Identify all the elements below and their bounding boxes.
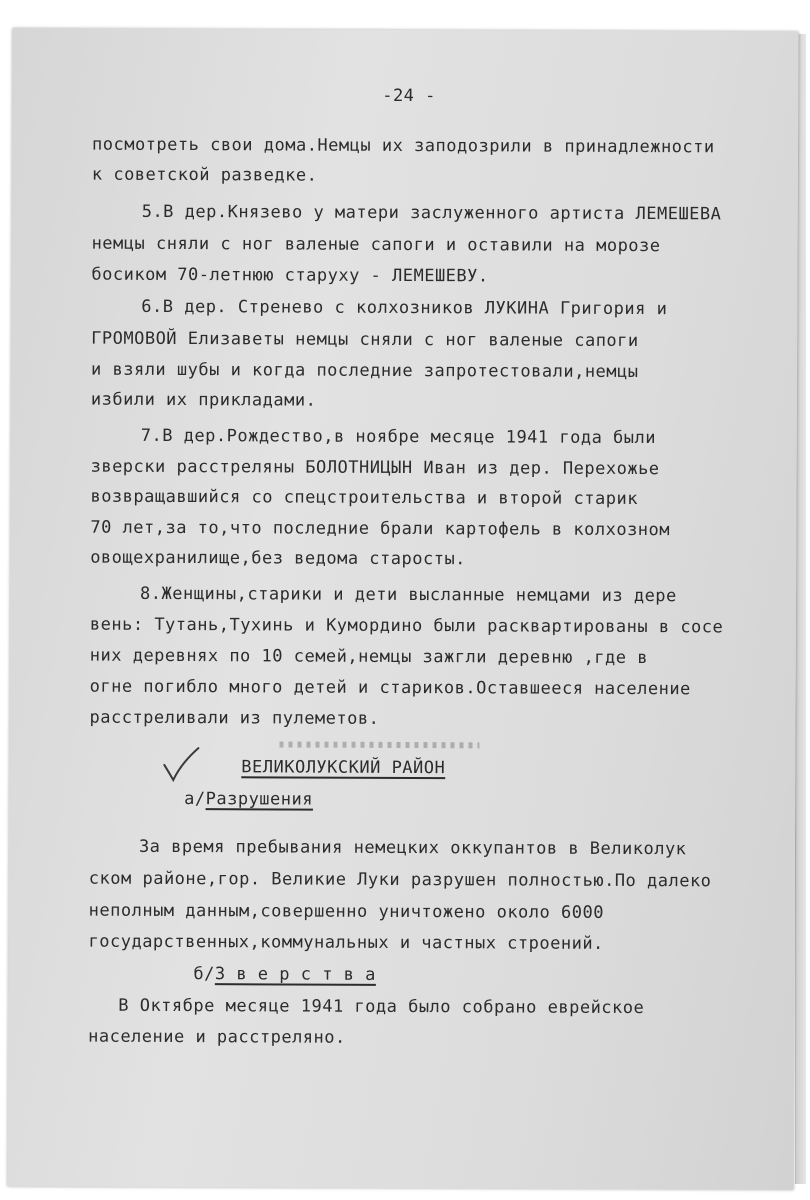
subsection-a-title: Разрушения: [205, 789, 314, 810]
document-page: [7, 28, 798, 1189]
text-line-16: вень: Тутань,Тухинь и Кумордино были расквартированы в сосе: [89, 614, 724, 638]
text-line-5: босиком 70-летнюю старуху - ЛЕМЕШЕВУ.: [91, 264, 489, 287]
text-line-1: посмотреть свои дома.Немцы их заподозрили в принадлежности: [91, 134, 715, 158]
subsection-b-heading: [193, 964, 376, 985]
text-line-15: 8.Женщины,старики и дети высланные немцами из дере: [140, 583, 677, 607]
subsection-a-prefix: а/: [184, 789, 206, 810]
text-line-13: 70 лет,за то,что последние брали картофель в колхозном: [90, 517, 671, 541]
page-number: -24 -: [382, 85, 436, 107]
subsection-b-title: З в е р с т в а: [214, 964, 376, 985]
paragraph-a-line-1: За время пребывания немецких оккупантов в Великолук: [138, 836, 687, 860]
subsection-a-heading: [184, 789, 313, 810]
text-line-3: 5.В дер.Князево у матери заслуженного артиста ЛЕМЕШЕВА: [141, 201, 722, 225]
text-line-2: к советской разведке.: [91, 164, 318, 186]
paragraph-b-line-2: население и расстреляно.: [88, 1026, 346, 1048]
text-line-6: 6.В дер. Стренево с колхозников ЛУКИНА Григория и: [141, 296, 668, 320]
subsection-b-prefix: б/: [193, 964, 215, 985]
text-line-19: расстреливали из пулеметов.: [89, 707, 380, 729]
ink-smudge: [279, 741, 479, 748]
text-line-18: огне погибло много детей и стариков.Оставшееся население: [89, 676, 691, 700]
text-line-7: ГРОМОВОЙ Елизаветы немцы сняли с ног валеные сапоги: [91, 328, 639, 352]
check-mark-icon: [161, 745, 201, 785]
text-line-12: возвращавшийся со спецстроительства и второй старик: [90, 486, 639, 510]
text-line-17: них деревнях по 10 семей,немцы зажгли деревню ,где в: [89, 645, 649, 669]
paragraph-a-line-4: государственных,коммунальных и частных строений.: [88, 931, 604, 954]
paragraph-a-line-3: неполным данным,совершенно уничтожено около 6000: [88, 900, 605, 923]
section-title: ВЕЛИКОЛУКСКИЙ РАЙОН: [241, 757, 446, 779]
text-line-8: и взяли шубы и когда последние запротестовали,немцы: [90, 359, 639, 383]
text-line-9: избили их прикладами.: [90, 389, 317, 411]
paragraph-a-line-2: ском районе,гор. Великие Луки разрушен полностью.По далеко: [88, 868, 712, 892]
paragraph-b-line-1: В Октябре месяце 1941 года было собрано еврейское: [118, 995, 645, 1019]
text-line-10: 7.В дер.Рождество,в ноябре месяце 1941 года были: [140, 425, 657, 449]
text-line-4: немцы сняли с ног валеные сапоги и оставили на морозе: [91, 233, 661, 257]
text-line-11: зверски расстреляны БОЛОТНИЦЫН Иван из дер. Перехожье: [90, 456, 660, 480]
text-line-14: овощехранилище,без ведома старосты.: [90, 547, 466, 570]
